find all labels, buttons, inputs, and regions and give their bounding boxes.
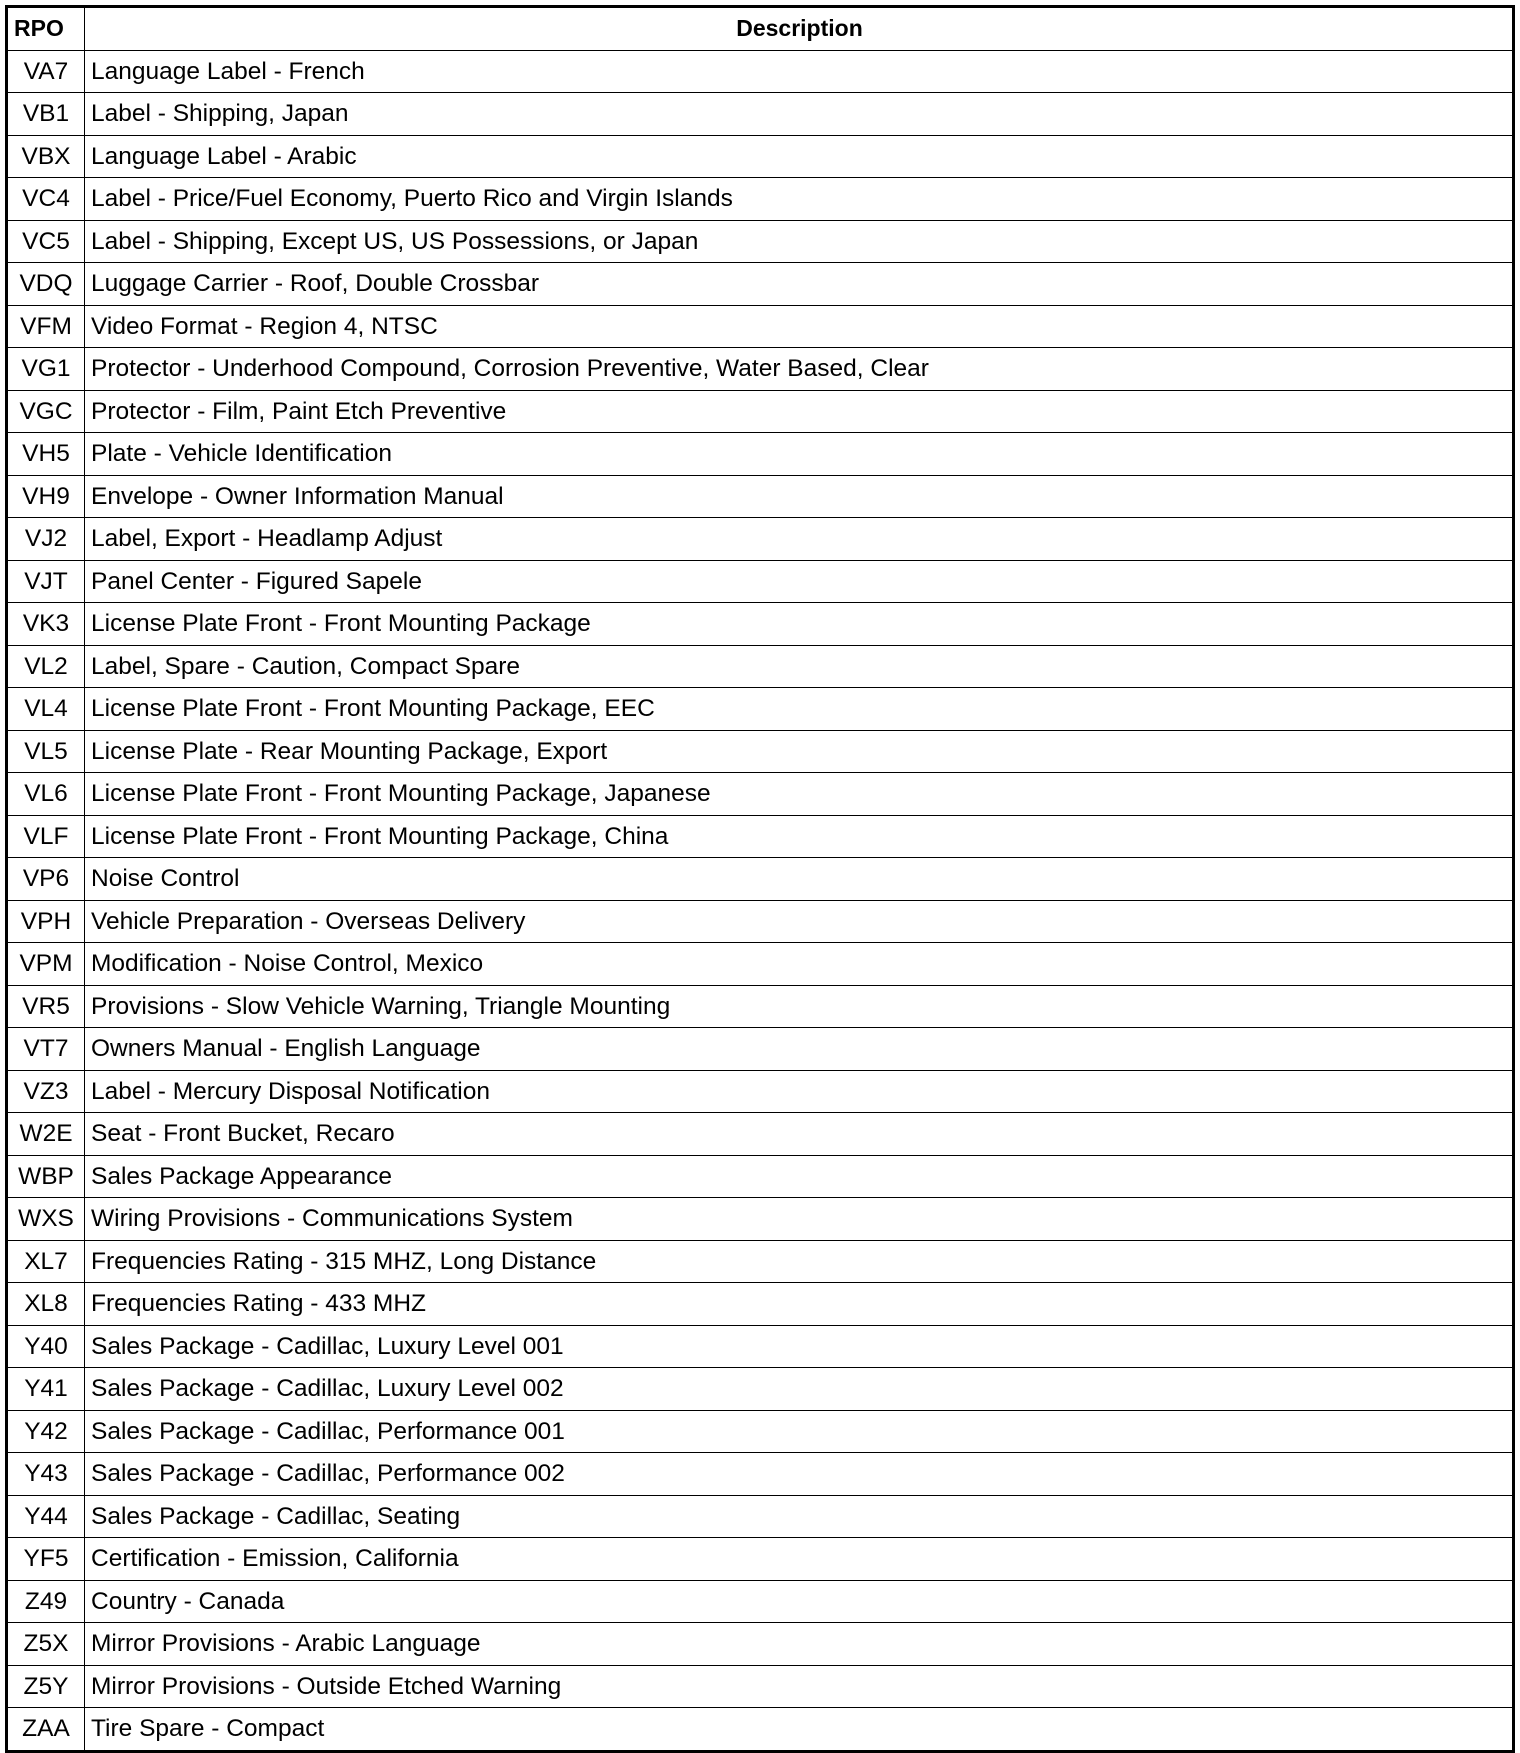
description-cell: Sales Package - Cadillac, Seating (85, 1495, 1514, 1538)
description-cell: Country - Canada (85, 1580, 1514, 1623)
description-cell: Sales Package - Cadillac, Performance 002 (85, 1453, 1514, 1496)
rpo-code-cell: VH9 (7, 475, 85, 518)
rpo-code-cell: WBP (7, 1155, 85, 1198)
rpo-code-cell: VC5 (7, 220, 85, 263)
rpo-code-cell: Y43 (7, 1453, 85, 1496)
description-cell: Plate - Vehicle Identification (85, 433, 1514, 476)
description-cell: License Plate Front - Front Mounting Package, China (85, 815, 1514, 858)
rpo-code-cell: XL8 (7, 1283, 85, 1326)
table-row (7, 645, 1514, 688)
rpo-code-cell: VZ3 (7, 1070, 85, 1113)
description-cell: Owners Manual - English Language (85, 1028, 1514, 1071)
rpo-code-cell: XL7 (7, 1240, 85, 1283)
rpo-code-cell: Y42 (7, 1410, 85, 1453)
description-cell: Sales Package - Cadillac, Luxury Level 002 (85, 1368, 1514, 1411)
table-row (7, 518, 1514, 561)
table-row (7, 1495, 1514, 1538)
header-row (7, 7, 1514, 51)
table-row (7, 985, 1514, 1028)
table-row (7, 1113, 1514, 1156)
table-row (7, 348, 1514, 391)
rpo-code-cell: VLF (7, 815, 85, 858)
table-row (7, 390, 1514, 433)
rpo-code-cell: VB1 (7, 93, 85, 136)
rpo-code-cell: WXS (7, 1198, 85, 1241)
description-cell: Panel Center - Figured Sapele (85, 560, 1514, 603)
description-cell: Video Format - Region 4, NTSC (85, 305, 1514, 348)
table-row (7, 1665, 1514, 1708)
rpo-code-cell: VP6 (7, 858, 85, 901)
rpo-code-cell: VH5 (7, 433, 85, 476)
rpo-code-cell: Y41 (7, 1368, 85, 1411)
table-row (7, 943, 1514, 986)
description-cell: Certification - Emission, California (85, 1538, 1514, 1581)
table-row (7, 1708, 1514, 1752)
table-row (7, 433, 1514, 476)
header-description: Description (85, 7, 1514, 51)
description-cell: License Plate Front - Front Mounting Package (85, 603, 1514, 646)
table-header (7, 7, 1514, 51)
table-row (7, 93, 1514, 136)
description-cell: Label, Spare - Caution, Compact Spare (85, 645, 1514, 688)
description-cell: Label - Shipping, Except US, US Possessions, or Japan (85, 220, 1514, 263)
table-row (7, 263, 1514, 306)
description-cell: Provisions - Slow Vehicle Warning, Triangle Mounting (85, 985, 1514, 1028)
table-row (7, 603, 1514, 646)
table-row (7, 1155, 1514, 1198)
description-cell: Sales Package Appearance (85, 1155, 1514, 1198)
description-cell: Sales Package - Cadillac, Performance 001 (85, 1410, 1514, 1453)
description-cell: Language Label - French (85, 50, 1514, 93)
table-row (7, 858, 1514, 901)
table-row (7, 900, 1514, 943)
table-row (7, 1240, 1514, 1283)
description-cell: Noise Control (85, 858, 1514, 901)
description-cell: Mirror Provisions - Outside Etched Warning (85, 1665, 1514, 1708)
table-row (7, 305, 1514, 348)
rpo-code-cell: VT7 (7, 1028, 85, 1071)
rpo-code-cell: VJT (7, 560, 85, 603)
rpo-code-cell: VA7 (7, 50, 85, 93)
rpo-code-cell: Z49 (7, 1580, 85, 1623)
rpo-code-cell: VR5 (7, 985, 85, 1028)
rpo-code-cell: Z5X (7, 1623, 85, 1666)
rpo-code-cell: VGC (7, 390, 85, 433)
description-cell: Tire Spare - Compact (85, 1708, 1514, 1752)
description-cell: Seat - Front Bucket, Recaro (85, 1113, 1514, 1156)
rpo-code-cell: VBX (7, 135, 85, 178)
rpo-code-cell: VDQ (7, 263, 85, 306)
rpo-code-cell: VPH (7, 900, 85, 943)
rpo-code-cell: VJ2 (7, 518, 85, 561)
rpo-code-cell: Y40 (7, 1325, 85, 1368)
description-cell: License Plate - Rear Mounting Package, Export (85, 730, 1514, 773)
description-cell: Envelope - Owner Information Manual (85, 475, 1514, 518)
table-body (7, 50, 1514, 1751)
description-cell: Label, Export - Headlamp Adjust (85, 518, 1514, 561)
table-row (7, 773, 1514, 816)
description-cell: Sales Package - Cadillac, Luxury Level 001 (85, 1325, 1514, 1368)
table-row (7, 1283, 1514, 1326)
description-cell: Label - Price/Fuel Economy, Puerto Rico and Virgin Islands (85, 178, 1514, 221)
description-cell: Protector - Film, Paint Etch Preventive (85, 390, 1514, 433)
description-cell: Protector - Underhood Compound, Corrosion Preventive, Water Based, Clear (85, 348, 1514, 391)
rpo-code-cell: VK3 (7, 603, 85, 646)
description-cell: Wiring Provisions - Communications System (85, 1198, 1514, 1241)
rpo-code-cell: VL5 (7, 730, 85, 773)
rpo-code-cell: Z5Y (7, 1665, 85, 1708)
table-row (7, 1410, 1514, 1453)
table-row (7, 815, 1514, 858)
rpo-code-table (5, 5, 1515, 1753)
description-cell: Vehicle Preparation - Overseas Delivery (85, 900, 1514, 943)
description-cell: Mirror Provisions - Arabic Language (85, 1623, 1514, 1666)
table-row (7, 1368, 1514, 1411)
rpo-code-cell: Y44 (7, 1495, 85, 1538)
table-row (7, 1580, 1514, 1623)
table-row (7, 220, 1514, 263)
table-row (7, 1538, 1514, 1581)
rpo-code-cell: VC4 (7, 178, 85, 221)
description-cell: Language Label - Arabic (85, 135, 1514, 178)
table-row (7, 1453, 1514, 1496)
rpo-code-cell: VG1 (7, 348, 85, 391)
rpo-code-cell: YF5 (7, 1538, 85, 1581)
table-row (7, 178, 1514, 221)
table-row (7, 1325, 1514, 1368)
table-row (7, 1070, 1514, 1113)
table-row (7, 560, 1514, 603)
table-row (7, 688, 1514, 731)
rpo-code-cell: W2E (7, 1113, 85, 1156)
table-row (7, 1198, 1514, 1241)
description-cell: Frequencies Rating - 433 MHZ (85, 1283, 1514, 1326)
rpo-code-cell: VPM (7, 943, 85, 986)
description-cell: Modification - Noise Control, Mexico (85, 943, 1514, 986)
table-row (7, 475, 1514, 518)
description-cell: License Plate Front - Front Mounting Package, EEC (85, 688, 1514, 731)
table-row (7, 730, 1514, 773)
description-cell: Luggage Carrier - Roof, Double Crossbar (85, 263, 1514, 306)
rpo-code-cell: ZAA (7, 1708, 85, 1752)
rpo-code-cell: VL4 (7, 688, 85, 731)
table-row (7, 1028, 1514, 1071)
rpo-code-cell: VL2 (7, 645, 85, 688)
description-cell: Frequencies Rating - 315 MHZ, Long Distance (85, 1240, 1514, 1283)
description-cell: License Plate Front - Front Mounting Package, Japanese (85, 773, 1514, 816)
table-row (7, 50, 1514, 93)
description-cell: Label - Mercury Disposal Notification (85, 1070, 1514, 1113)
rpo-code-cell: VL6 (7, 773, 85, 816)
rpo-code-cell: VFM (7, 305, 85, 348)
table-row (7, 1623, 1514, 1666)
table-row (7, 135, 1514, 178)
header-rpo: RPO (7, 7, 85, 51)
description-cell: Label - Shipping, Japan (85, 93, 1514, 136)
